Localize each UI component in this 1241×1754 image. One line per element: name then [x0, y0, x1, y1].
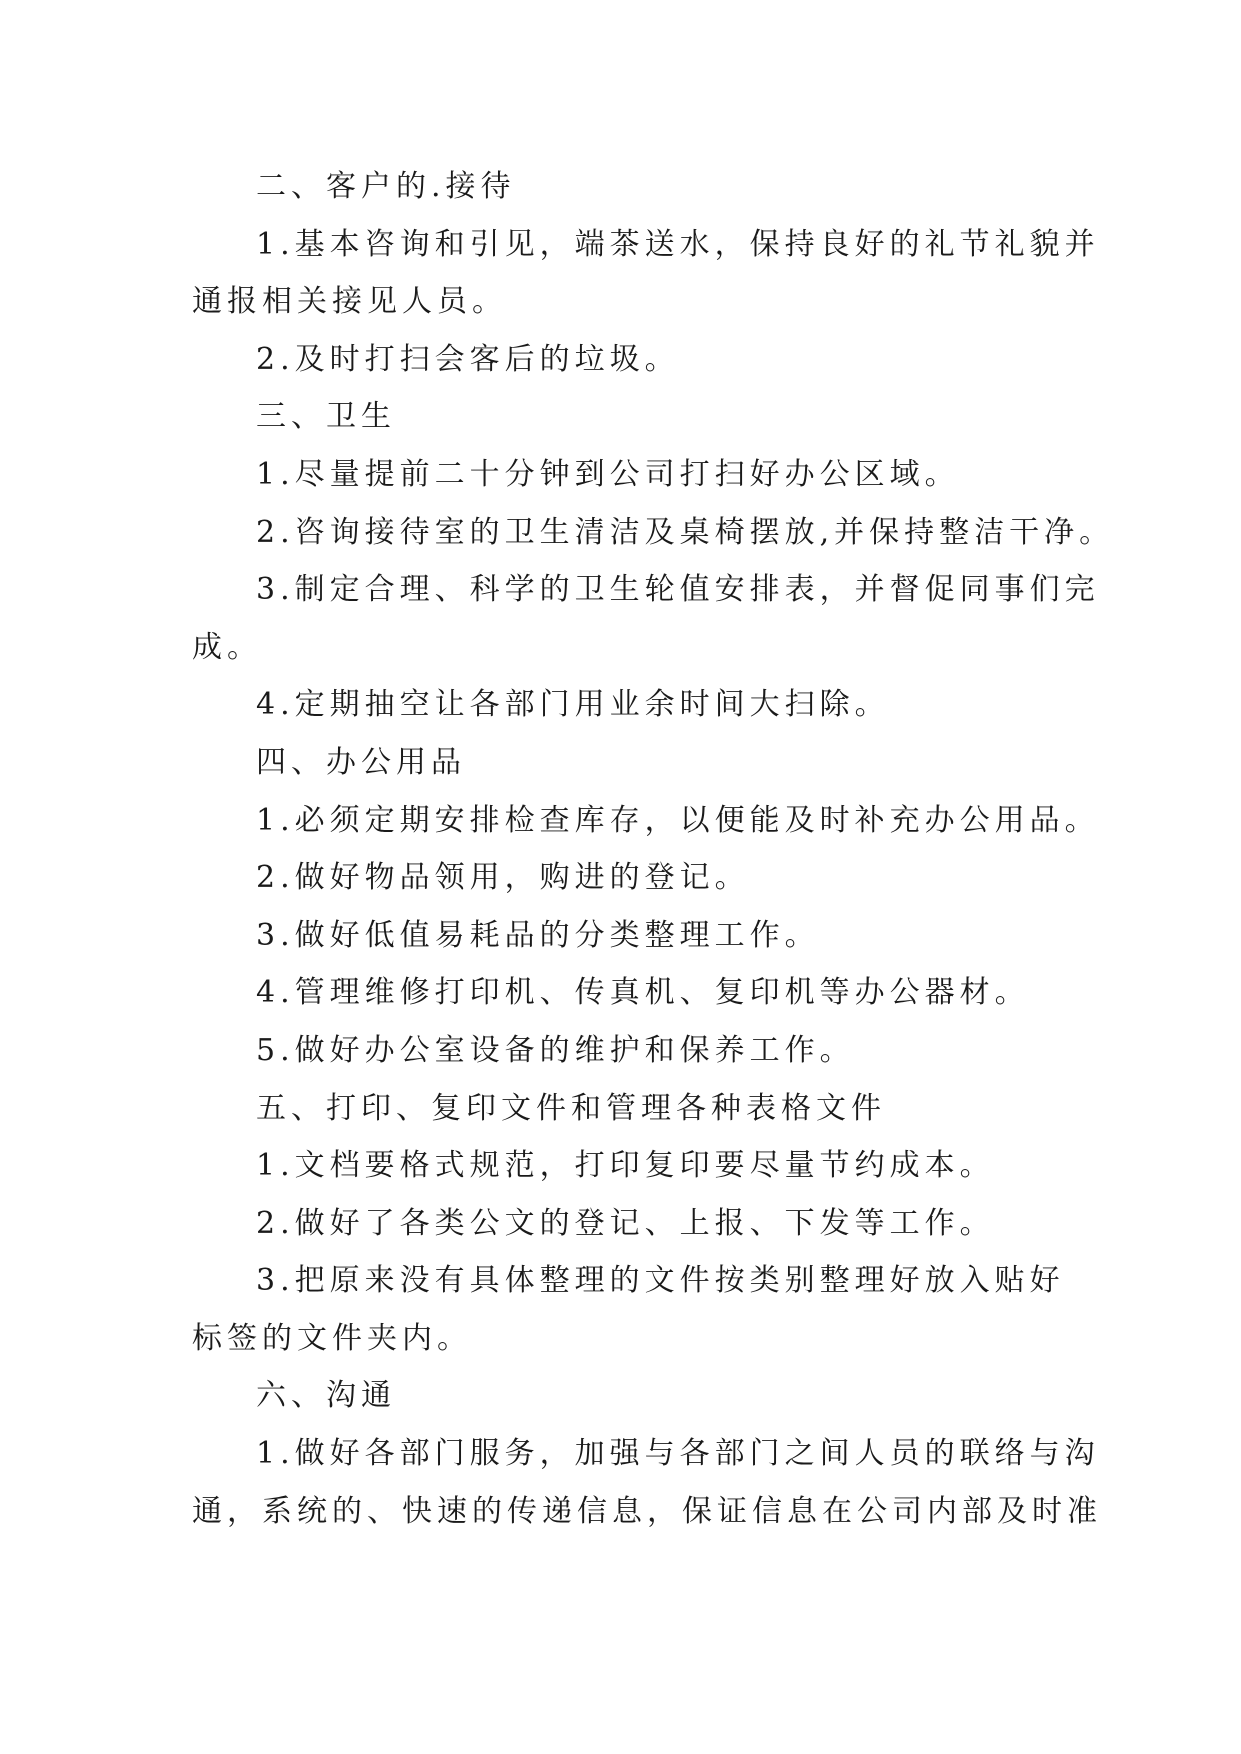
- paragraph-line: 3.做好低值易耗品的分类整理工作。: [256, 917, 820, 953]
- paragraph-line: 5.做好办公室设备的维护和保养工作。: [256, 1032, 855, 1068]
- paragraph-line: 通报相关接见人员。: [192, 284, 507, 320]
- section-heading: 二、客户的.接待: [256, 169, 516, 204]
- section-heading: 六、沟通: [256, 1378, 396, 1414]
- paragraph-line: 4.定期抽空让各部门用业余时间大扫除。: [256, 687, 890, 723]
- paragraph-line: 1.做好各部门服务，加强与各部门之间人员的联络与沟: [256, 1436, 1100, 1472]
- paragraph-line: 1.文档要格式规范，打印复印要尽量节约成本。: [256, 1148, 995, 1184]
- paragraph-line: 成。: [192, 629, 262, 665]
- paragraph-line: 1.基本咨询和引见，端茶送水，保持良好的礼节礼貌并: [256, 226, 1100, 262]
- paragraph-line: 2.及时打扫会客后的垃圾。: [256, 341, 680, 377]
- paragraph-line: 2.做好了各类公文的登记、上报、下发等工作。: [256, 1205, 995, 1241]
- section-heading: 四、办公用品: [256, 744, 466, 780]
- paragraph-line: 4.管理维修打印机、传真机、复印机等办公器材。: [256, 975, 1030, 1011]
- section-heading: 三、卫生: [256, 399, 396, 435]
- paragraph-line: 标签的文件夹内。: [192, 1320, 472, 1356]
- paragraph-line: 1.尽量提前二十分钟到公司打扫好办公区域。: [256, 456, 960, 492]
- document-body: [192, 158, 1115, 1540]
- paragraph-line: 2.做好物品领用，购进的登记。: [256, 860, 750, 896]
- paragraph-line: 通，系统的、快速的传递信息，保证信息在公司内部及时准: [192, 1493, 1102, 1529]
- paragraph-line: 1.必须定期安排检查库存，以便能及时补充办公用品。: [256, 802, 1100, 838]
- paragraph-line: 3.把原来没有具体整理的文件按类别整理好放入贴好: [256, 1263, 1065, 1299]
- paragraph-line: 2.咨询接待室的卫生清洁及桌椅摆放,并保持整洁干净。: [256, 514, 1115, 550]
- section-heading: 五、打印、复印文件和管理各种表格文件: [256, 1090, 886, 1126]
- paragraph-line: 3.制定合理、科学的卫生轮值安排表，并督促同事们完: [256, 572, 1100, 608]
